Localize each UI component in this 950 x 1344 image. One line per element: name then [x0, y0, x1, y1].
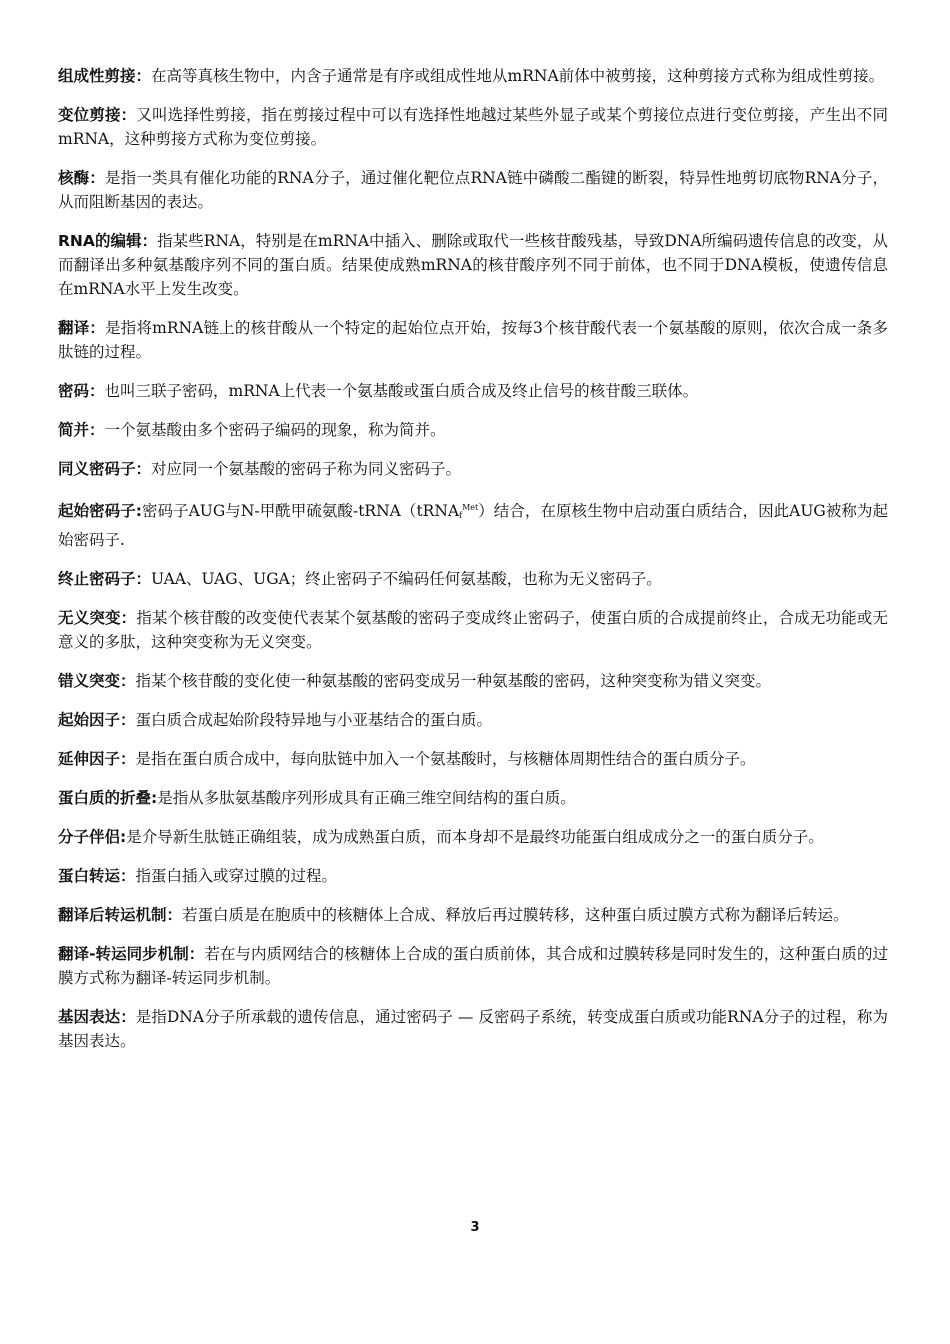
definition-protein-translocation [58, 864, 888, 888]
term: 延伸因子 [58, 750, 121, 768]
definition-text: 是指从多肽氨基酸序列形成具有正确三维空间结构的蛋白质。 [157, 789, 576, 807]
definition-text: 是指一类具有催化功能的RNA分子，通过催化靶位点RNA链中磷酸二酯键的断裂，特异性地剪切底物RNA分子，从而阻断基因的表达。 [58, 169, 888, 211]
definition-text: 指蛋白插入或穿过膜的过程。 [135, 867, 338, 885]
term-separator: ： [89, 421, 105, 439]
definition-degeneracy [58, 418, 888, 442]
term: 终止密码子 [58, 570, 136, 588]
term-separator: : [120, 828, 127, 846]
definition-text: 是介导新生肽链正确组装，成为成熟蛋白质，而本身却不是最终功能蛋白组成成分之一的蛋白质分子。 [126, 828, 824, 846]
term-separator: ： [89, 319, 106, 337]
term-separator: ： [120, 609, 137, 627]
definition-protein-folding [58, 786, 888, 810]
term: 起始密码子 [58, 502, 136, 520]
term: 起始因子 [58, 711, 121, 729]
definition-gene-expression [58, 1005, 888, 1053]
definition-text: 蛋白质合成起始阶段特异地与小亚基结合的蛋白质。 [135, 711, 493, 729]
term-separator: ： [120, 1008, 136, 1026]
document-body [58, 64, 888, 1068]
term-separator: ： [120, 106, 137, 124]
definition-post-translational-transport [58, 903, 888, 927]
definition-text: 是指DNA分子所承载的遗传信息，通过密码子 — 反密码子系统，转变成蛋白质或功能RNA分子的过程，称为基因表达。 [58, 1008, 888, 1050]
definition-text-continued: ）结合，在原核生物中启动蛋白质结合，因此AUG被称为起始密码子. [58, 502, 888, 549]
term: 翻译后转运机制 [58, 906, 167, 924]
definition-text: UAA、UAG、UGA；终止密码子不编码任何氨基酸，也称为无义密码子。 [151, 570, 662, 588]
term-separator: ： [89, 382, 105, 400]
term-separator: ： [141, 232, 158, 250]
definition-elongation-factor [58, 747, 888, 771]
definition-text: 密码子AUG与N-甲酰甲硫氨酸-tRNA（tRNA [141, 502, 460, 520]
term: 无义突变 [58, 609, 121, 627]
term: 密码 [58, 382, 90, 400]
term-separator: ： [120, 672, 136, 690]
term: 翻译 [58, 319, 90, 337]
definition-nonsense-mutation [58, 606, 888, 654]
definition-synonymous-codon [58, 457, 888, 481]
definition-text: 是指将mRNA链上的核苷酸从一个特定的起始位点开始，按每3个核苷酸代表一个氨基酸的原则，依次合成一条多肽链的过程。 [58, 319, 888, 361]
definition-co-translational-transport [58, 942, 888, 990]
definition-codon [58, 379, 888, 403]
page-number: 3 [470, 1220, 480, 1235]
term-separator: ： [188, 945, 205, 963]
term-separator: : [151, 789, 158, 807]
definition-text: 是指在蛋白质合成中，每向肽链中加入一个氨基酸时，与核糖体周期性结合的蛋白质分子。 [135, 750, 756, 768]
definition-text: 对应同一个氨基酸的密码子称为同义密码子。 [151, 460, 462, 478]
term: 核酶 [58, 169, 90, 187]
definition-missense-mutation [58, 669, 888, 693]
definition-text: 又叫选择性剪接，指在剪接过程中可以有选择性地越过某些外显子或某个剪接位点进行变位剪接，产生出不同mRNA，这种剪接方式称为变位剪接。 [58, 106, 888, 148]
superscript: Met [462, 503, 479, 512]
definition-start-codon [58, 496, 888, 552]
term: 蛋白质的折叠 [58, 789, 152, 807]
term-separator: ： [135, 67, 152, 85]
term-separator: ： [135, 460, 152, 478]
term-separator: ： [120, 750, 136, 768]
term: 错义突变 [58, 672, 121, 690]
definition-text: 也叫三联子密码，mRNA上代表一个氨基酸或蛋白质合成及终止信号的核苷酸三联体。 [104, 382, 699, 400]
term: 基因表达 [58, 1008, 121, 1026]
term: RNA的编辑 [58, 232, 142, 250]
definition-translation [58, 316, 888, 364]
definition-text: 一个氨基酸由多个密码子编码的现象，称为简并。 [104, 421, 446, 439]
term-separator: ： [166, 906, 183, 924]
definition-text: 若蛋白质是在胞质中的核糖体上合成、释放后再过膜转移，这种蛋白质过膜方式称为翻译后转运。 [182, 906, 849, 924]
definition-text: 指某个核苷酸的变化使一种氨基酸的密码变成另一种氨基酸的密码，这种突变称为错义突变。 [135, 672, 772, 690]
term: 翻译-转运同步机制 [58, 945, 189, 963]
term-separator: : [135, 502, 142, 520]
definition-text: 指某些RNA，特别是在mRNA中插入、删除或取代一些核苷酸残基，导致DNA所编码遗传信息的改变，从而翻译出多种氨基酸序列不同的蛋白质。结果使成熟mRNA的核苷酸序列不同于前体，也不同于DNA模板，使遗传信息在mRNA水平上发生改变。 [58, 232, 888, 298]
term: 蛋白转运 [58, 867, 121, 885]
definition-initiation-factor [58, 708, 888, 732]
term: 简并 [58, 421, 90, 439]
subscript: f [459, 511, 463, 520]
term-separator: ： [120, 867, 136, 885]
definition-text: 指某个核苷酸的改变使代表某个氨基酸的密码子变成终止密码子，使蛋白质的合成提前终止，合成无功能或无意义的多肽，这种突变称为无义突变。 [58, 609, 888, 651]
definition-text: 在高等真核生物中，内含子通常是有序或组成性地从mRNA前体中被剪接，这种剪接方式称为组成性剪接。 [151, 67, 885, 85]
term-separator: ： [89, 169, 105, 187]
definition-constitutive-splicing [58, 64, 888, 88]
term: 组成性剪接 [58, 67, 136, 85]
definition-ribozyme [58, 166, 888, 214]
term: 同义密码子 [58, 460, 136, 478]
definition-molecular-chaperone [58, 825, 888, 849]
definition-stop-codon [58, 567, 888, 591]
term-separator: ： [135, 570, 152, 588]
definition-alternative-splicing [58, 103, 888, 151]
definition-rna-editing [58, 229, 888, 301]
term-separator: ： [120, 711, 136, 729]
term: 分子伴侣 [58, 828, 121, 846]
definition-text: 若在与内质网结合的核糖体上合成的蛋白质前体，其合成和过膜转移是同时发生的，这种蛋白质的过膜方式称为翻译-转运同步机制。 [58, 945, 888, 987]
term: 变位剪接 [58, 106, 121, 124]
